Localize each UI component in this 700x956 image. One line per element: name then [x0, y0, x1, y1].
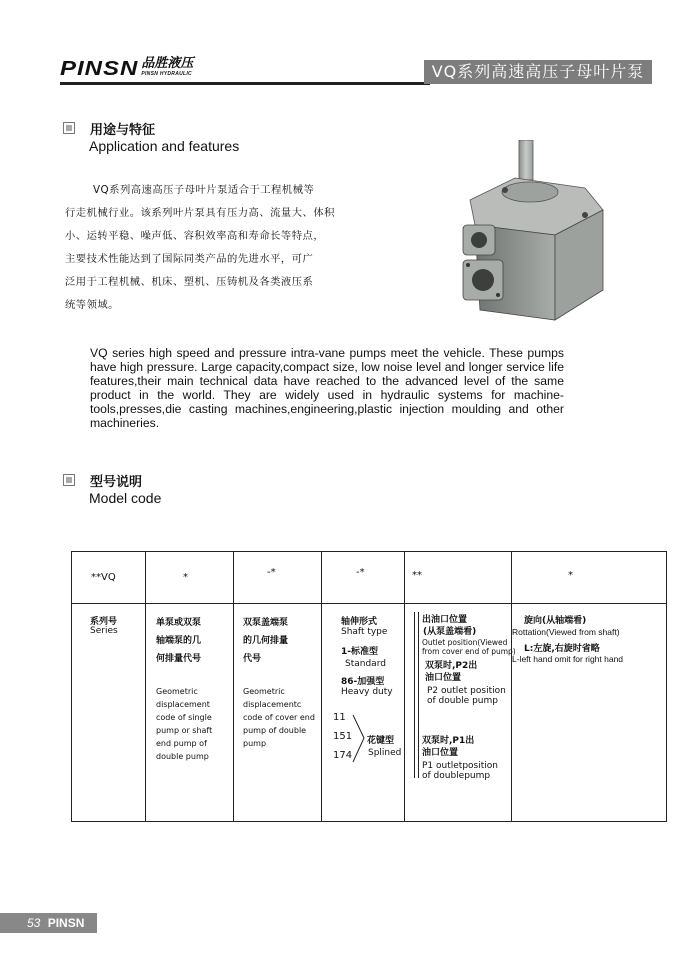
page-footer	[0, 913, 97, 933]
table-divider	[71, 603, 667, 604]
displacement-cn: 单泵或双泵 轴端泵的几 何排量代号	[156, 618, 202, 664]
code-series: **VQ	[91, 572, 116, 583]
header-rule	[60, 82, 430, 85]
section-title-cn: 型号说明	[90, 475, 143, 490]
brand-logo	[60, 58, 193, 80]
rotation-note-en: L-left hand omit for right hand	[512, 654, 624, 664]
vane-pump-image	[455, 140, 615, 325]
cn-line: 泛用于工程机械、机床、塑机、压铸机及各类液压系	[65, 276, 314, 288]
code-shaft: -*	[356, 567, 365, 578]
cn-line: 统等领域。	[65, 299, 119, 311]
outlet-sub-cn: (从泵盖端看)	[423, 627, 477, 637]
spline-code: 174	[333, 750, 353, 761]
rotation-note-cn: L:左旋,右旋时省略	[524, 644, 600, 654]
spline-en: Splined	[368, 748, 402, 758]
spline-cn: 花键型	[367, 736, 395, 746]
code-displacement: *	[183, 572, 188, 583]
section-title-cn: 用途与特征	[90, 123, 156, 138]
series-title: VQ系列高速高压子母叶片泵	[424, 60, 652, 84]
description-en: VQ series high speed and pressure intra-vane pumps meet the vehicle. These pumps have high pressure. Large capacity,compact size, low noise level and longer service life features,their main technical data have reached to the advanced level of the same product in the world. They are widely used in hydraulic systems for machine-tools,presses,die casting machines,engineering,plastic injection moulding and other machineries.	[90, 346, 564, 430]
section-title-en: Application and features	[89, 138, 240, 154]
series-label-en: Series	[90, 626, 118, 636]
shaft-title-en: Shaft type	[341, 627, 388, 637]
spline-code: 11	[333, 712, 346, 723]
table-column-divider	[511, 551, 512, 822]
brace-icon	[352, 714, 368, 764]
outlet-p1-cn: 双泵时,P1出 油口位置	[422, 736, 475, 758]
outlet-title-cn: 出油口位置	[422, 615, 468, 625]
series-label-cn: 系列号	[90, 617, 118, 627]
code-outlet: **	[412, 570, 422, 581]
outlet-sub-en: Outlet position(Viewed from cover end of pump)	[422, 638, 516, 656]
code-cover-displacement: -*	[267, 567, 276, 578]
shaft-heavy-en: Heavy duty	[341, 687, 393, 697]
spline-code: 151	[333, 731, 353, 742]
description-cn	[65, 179, 385, 317]
outlet-p2-en: P2 outlet position of double pump	[427, 686, 506, 706]
logo-english: PINSN HYDRAULIC	[141, 71, 192, 77]
cover-displacement-cn: 双泵盖端泵 的几何排量 代号	[243, 618, 289, 664]
cn-line: VQ系列高速高压子母叶片泵适合于工程机械等	[93, 184, 315, 196]
logo-wordmark: PINSN	[60, 57, 139, 81]
outlet-p1-en: P1 outletposition of doublepump	[422, 761, 498, 781]
shaft-heavy-cn: 86-加强型	[341, 677, 385, 687]
shaft-title-cn: 轴伸形式	[341, 617, 378, 627]
rotation-title-en: Rottation(Viewed from shaft)	[512, 627, 620, 637]
table-column-divider	[233, 551, 234, 822]
table-column-divider	[321, 551, 322, 822]
displacement-en: Geometric displacement code of single pump or shaft end pump of double pump	[156, 687, 213, 761]
table-column-divider	[145, 551, 146, 822]
page-number: 53	[27, 916, 41, 930]
table-column-divider	[404, 551, 405, 822]
logo-chinese: 品胜液压	[141, 56, 194, 71]
cn-line: 小、运转平稳、噪声低、容积效率高和寿命长等特点，	[65, 230, 325, 242]
section-bullet-icon	[63, 474, 75, 486]
cn-line: 行走机械行业。该系列叶片泵具有压力高、流量大、体积	[65, 207, 335, 219]
cn-line: 主要技术性能达到了国际同类产品的先进水平，可广	[65, 253, 314, 265]
shaft-standard-cn: 1-标准型	[341, 647, 378, 657]
section-bullet-icon	[63, 122, 75, 134]
cover-displacement-en: Geometric displacementc code of cover end pump of double pump	[243, 687, 315, 748]
section-title-en: Model code	[89, 490, 162, 506]
shaft-standard-en: Standard	[345, 659, 386, 669]
code-rotation: *	[568, 570, 573, 581]
outlet-p2-cn: 双泵时,P2出 油口位置	[425, 661, 478, 683]
outlet-bracket	[414, 612, 419, 778]
rotation-title-cn: 旋向(从轴端看)	[524, 616, 587, 626]
footer-brand: PINSN	[47, 916, 85, 930]
